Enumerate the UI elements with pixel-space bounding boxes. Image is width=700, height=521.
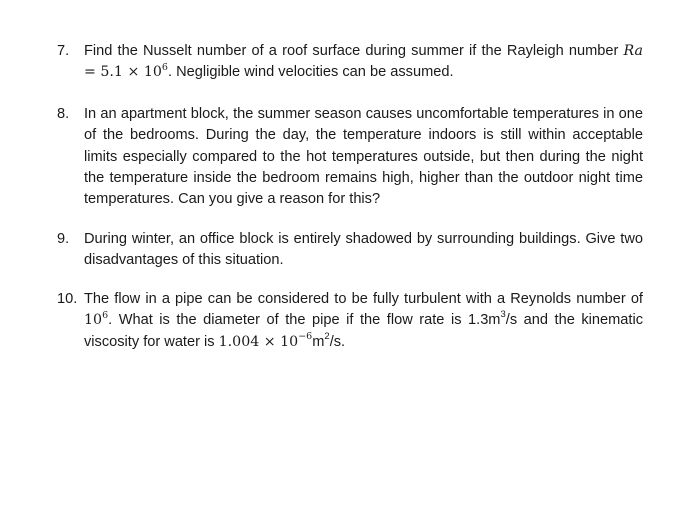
math-value: = 5.1 × 10	[84, 64, 162, 81]
question-text	[84, 41, 643, 84]
text-segment: The flow in a pipe can be considered to be fully turbulent with a Reynolds number of	[84, 291, 643, 307]
question-9	[57, 229, 643, 272]
question-10	[57, 289, 643, 353]
question-number: 8.	[57, 106, 70, 122]
math-exponent: 6	[161, 61, 168, 73]
unit-exponent: 2	[324, 330, 330, 342]
text-segment: . What is the diameter of the pipe if the flow rate is 1.3m	[108, 312, 501, 329]
text-segment: m	[312, 333, 325, 350]
question-number: 10.	[57, 291, 78, 307]
math-exponent: −6	[298, 330, 313, 342]
question-number: 7.	[57, 43, 70, 59]
math-expression	[84, 309, 109, 329]
math-value: 10	[84, 312, 103, 329]
text-segment: /s and the kinematic viscosity for water is	[84, 312, 643, 350]
text-segment: Find the Nusselt number of a roof surface during summer if the Rayleigh number	[84, 43, 624, 59]
question-8	[57, 104, 643, 210]
text-segment: . Negligible wind velocities can be assumed.	[167, 64, 454, 81]
question-7	[57, 41, 643, 84]
math-value: 1.004 × 10	[218, 333, 299, 350]
question-text: In an apartment block, the summer season causes uncomfortable temperatures in one of the bedrooms. During the day, the temperature indoors is still within acceptable limits especially compared to the hot temperatures outside, but then during the night the temperature inside the bedroom remains high, higher than the outdoor night time temperatures. Can you give a reason for this?	[84, 106, 643, 208]
text-segment: /s.	[329, 333, 346, 350]
question-text: During winter, an office block is entirely shadowed by surrounding buildings. Give two disadvantages of this situation.	[84, 231, 643, 269]
question-text	[84, 289, 643, 353]
math-expression	[218, 330, 313, 350]
unit-exponent: 3	[500, 309, 506, 321]
question-number: 9.	[57, 231, 70, 247]
math-variable: Ra	[623, 43, 643, 59]
math-exponent: 6	[102, 309, 109, 321]
